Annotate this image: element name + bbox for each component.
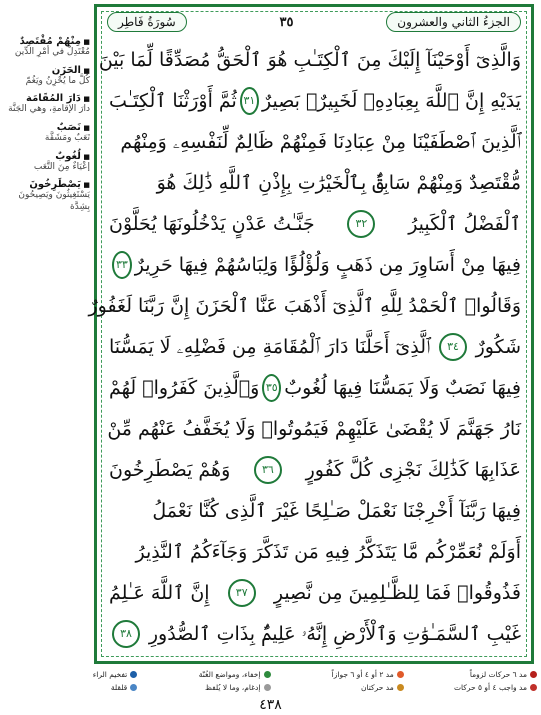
ayah-number-icon: ٣٣ [112,251,132,279]
glossary-margin [2,36,90,220]
legend-item: مد حركتان [271,681,404,694]
page-number: ٤٣٨ [259,697,282,713]
glossary-item: ■ الحَزَن كُلَّ ما يُحْزِنُ ويَغُمّ [2,65,90,88]
color-dot-icon [397,671,404,678]
text-line: فِيهَا نَصَبٌ وَلَا يَمَسُّنَا فِيهَا لُغُوبٌ ٣٥ وَٱلَّذِينَ كَفَرُوا۟ لَهُمْ [109,367,521,408]
text-line: نَارُ جَهَنَّمَ لَا يُقْضَىٰ عَلَيْهِمْ فَيَمُوتُوا۟ وَلَا يُخَفَّفُ عَنْهُم مِّنْ [107,417,521,440]
text-line: غَيْبِ ٱلسَّمَـٰوَٰتِ وَٱلْأَرْضِ إِنَّهُۥ عَلِيمٌۢ بِذَاتِ ٱلصُّدُورِ ٣٨ [109,613,521,654]
ayah-number-icon: ٣٢ [347,210,375,238]
text-line: ٱلَّذِينَ ٱصْطَفَيْنَا مِنْ عِبَادِنَا فَمِنْهُمْ ظَالِمٌ لِّنَفْسِهِۦ وَمِنْهُم [120,130,521,153]
surah-name: سُورَةُ فَاطِر [107,12,187,32]
juz-name: الجزءُ الثاني والعشرون [386,12,521,32]
text-line: فَذُوقُوا۟ فَمَا لِلظَّـٰلِمِينَ مِن نَّصِيرٍ ٣٧ إِنَّ ٱللَّهَ عَـٰلِمُ [109,572,521,613]
legend-item: إخفاء، ومواضع الغُنّة [137,668,270,681]
text-line: أَوَلَمْ نُعَمِّرْكُم مَّا يَتَذَكَّرُ فِيهِ مَن تَذَكَّرَ وَجَآءَكُمُ ٱلنَّذِيرُ [135,540,521,563]
text-line: فِيهَا رَبَّنَآ أَخْرِجْنَا نَعْمَلْ صَـٰلِحًا غَيْرَ ٱلَّذِى كُنَّا نَعْمَلُ [152,499,521,522]
quran-text [88,39,521,649]
color-dot-icon [397,684,404,691]
color-dot-icon [264,684,271,691]
legend-item: إدغام، وما لا يُلفظ [137,681,270,694]
text-line: مُّقْتَصِدٌ وَمِنْهُمْ سَابِقٌۢ بِٱلْخَيْرَٰتِ بِإِذْنِ ٱللَّهِ ذَٰلِكَ هُوَ [156,171,521,194]
text-line: فِيهَا مِنْ أَسَاوِرَ مِن ذَهَبٍ وَلُؤْلُؤًا وَلِبَاسُهُمْ فِيهَا حَرِيرٌ ٣٣ [109,244,521,285]
color-dot-icon [530,684,537,691]
ayah-number-icon: ٣٤ [439,333,467,361]
glossary-item: ■ لُغُوبٌ إعْيَاءٌ مِنَ التَّعَب [2,151,90,174]
page-frame [88,4,534,664]
glossary-item: ■ مِنْهُمْ مُقْتَصِدٌ مُعْتَدِلٌ في أمْرِ الدِّين [2,36,90,59]
header-number: ٣٥ [279,14,294,30]
ayah-number-icon: ٣٨ [112,620,140,648]
text-line: وَالَّذِىٓ أَوْحَيْنَآ إِلَيْكَ مِنَ ٱلْكِتَـٰبِ هُوَ ٱلْحَقُّ مُصَدِّقًا لِّمَا بَيْنَ [98,48,521,71]
text-line: يَدَيْهِ إِنَّ ٱللَّهَ بِعِبَادِهِۦ لَخَبِيرٌۢ بَصِيرٌ ٣١ ثُمَّ أَوْرَثْنَا ٱلْكِتَـٰبَ [109,80,521,121]
ayah-number-icon: ٣١ [240,87,259,115]
text-line: شَكُورٌ ٣٤ ٱلَّذِىٓ أَحَلَّنَا دَارَ ٱلْمُقَامَةِ مِن فَضْلِهِۦ لَا يَمَسُّنَا [109,326,521,367]
tajweed-legend [4,668,537,694]
legend-item: مد ٦ حركات لزوماً [404,668,537,681]
color-dot-icon [530,671,537,678]
legend-item: مد ٢ أو ٤ أو ٦ جوازاً [271,668,404,681]
text-line: ٱلْفَضْلُ ٱلْكَبِيرُ ٣٢ جَنَّـٰتُ عَدْنٍ يَدْخُلُونَهَا يُحَلَّوْنَ [109,203,521,244]
legend-item: مد واجب ٤ أو ٥ حركات [404,681,537,694]
glossary-item: ■ نَصَبٌ تَعَبٌ ومَشَقَّة [2,122,90,145]
ayah-number-icon: ٣٦ [254,456,282,484]
ayah-number-icon: ٣٥ [262,374,281,402]
color-dot-icon [130,684,137,691]
page-header [107,11,521,33]
text-line: عَذَابِهَا كَذَٰلِكَ نَجْزِى كُلَّ كَفُورٍ ٣٦ وَهُمْ يَصْطَرِخُونَ [109,449,521,490]
text-line: وَقَالُوا۟ ٱلْحَمْدُ لِلَّهِ ٱلَّذِىٓ أَذْهَبَ عَنَّا ٱلْحَزَنَ إِنَّ رَبَّنَا لَغَفُورٌ [88,294,521,317]
glossary-item: ■ دَارَ المُقَامَة دارَ الإقامةِ، وهي الجَنَّة [2,93,90,116]
glossary-item: ■ يَصْطَرِخُونَ يَسْتَغِيثُونَ ويَصِيحُونَ بِشِدَّة [2,179,90,213]
legend-item: تفخيم الراء [4,668,137,681]
ayah-number-icon: ٣٧ [228,579,256,607]
color-dot-icon [264,671,271,678]
color-dot-icon [130,671,137,678]
legend-item: قلقلة [4,681,137,694]
